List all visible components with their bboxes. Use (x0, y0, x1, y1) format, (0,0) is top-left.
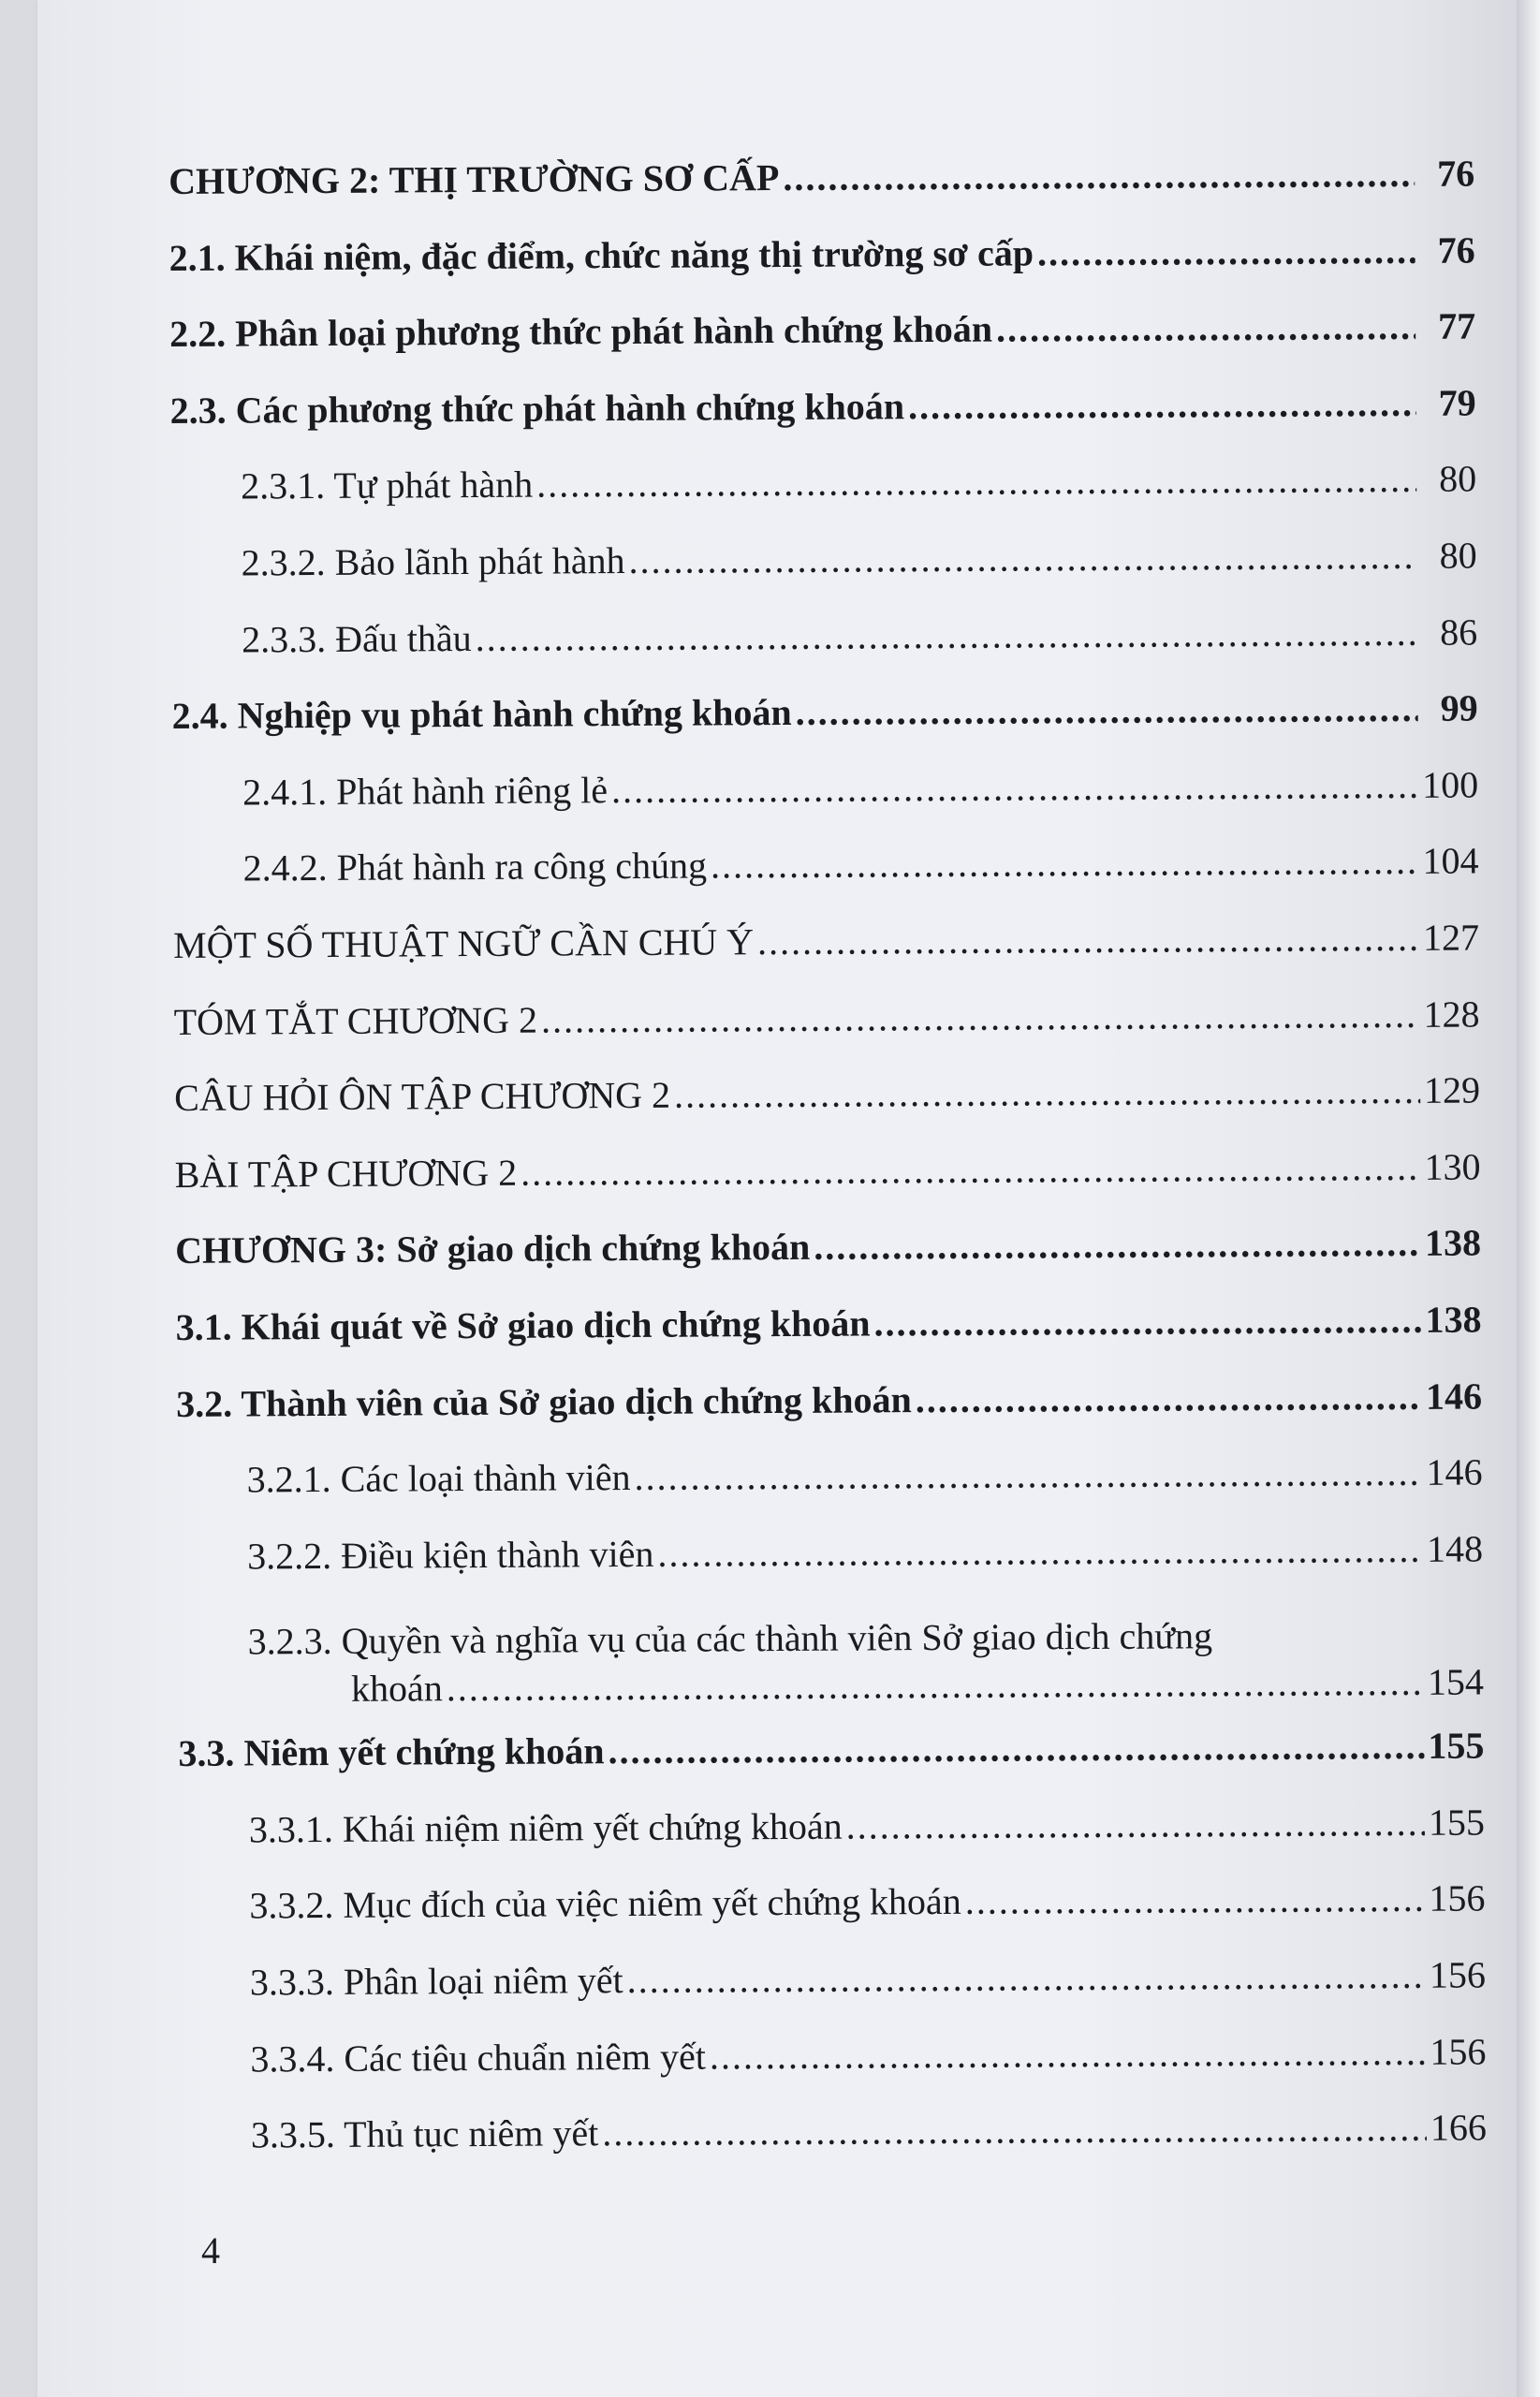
leader-dots (541, 992, 1420, 1041)
toc-entry-title: 3.3. Niêm yết chứng khoán (178, 1729, 605, 1775)
leader-dots (916, 1374, 1423, 1420)
toc-entry-title: 3.1. Khái quát về Sở giao dịch chứng khoán (175, 1301, 871, 1348)
toc-entry-title: BÀI TẬP CHƯƠNG 2 (174, 1151, 518, 1196)
toc-entry-wrapped[interactable] (177, 1603, 1484, 1732)
toc-entry[interactable] (179, 1876, 1485, 1961)
leader-dots (711, 839, 1419, 888)
leader-dots (627, 1953, 1426, 2002)
toc-entry[interactable] (175, 1297, 1481, 1381)
toc-entry-title: CHƯƠNG 2: THỊ TRƯỜNG SƠ CẤP (169, 156, 780, 202)
toc-entry-title: 2.3.3. Đấu thầu (241, 616, 472, 661)
leader-dots (602, 2106, 1427, 2154)
toc-entry-page: 100 (1421, 763, 1479, 806)
leader-dots (710, 2029, 1427, 2078)
toc-entry-page: 129 (1423, 1068, 1481, 1111)
leader-dots (674, 1068, 1420, 1117)
toc-entry-title: 3.2.1. Các loại thành viên (246, 1456, 631, 1501)
toc-entry-page: 155 (1428, 1801, 1486, 1844)
leader-dots (757, 916, 1419, 963)
toc-entry-title: 2.4.1. Phát hành riêng lẻ (242, 768, 609, 814)
toc-entry-title: 2.2. Phân loại phương thức phát hành chứng khoán (169, 307, 993, 356)
toc-entry-page: 104 (1422, 839, 1479, 883)
toc-entry[interactable] (169, 380, 1475, 464)
leader-dots (846, 1801, 1425, 1848)
toc-entry-page: 146 (1426, 1450, 1483, 1493)
toc-entry-title: TÓM TẮT CHƯƠNG 2 (173, 998, 538, 1043)
toc-entry[interactable] (180, 1953, 1486, 2037)
leader-dots (447, 1660, 1425, 1710)
toc-entry-title: MỘT SỐ THUẬT NGỮ CẦN CHÚ Ý (172, 920, 755, 966)
toc-entry-title: CÂU HỎI ÔN TẬP CHƯƠNG 2 (173, 1073, 671, 1120)
toc-entry[interactable] (169, 304, 1475, 389)
toc-entry[interactable] (174, 1144, 1480, 1228)
leader-dots (634, 1450, 1422, 1499)
toc-entry-page: 127 (1422, 916, 1480, 959)
toc-entry-page: 80 (1438, 457, 1477, 501)
toc-entry-title: 2.4. Nghiệp vụ phát hành chứng khoán (171, 691, 792, 738)
toc-entry[interactable] (175, 1221, 1481, 1305)
toc-entry-page: 156 (1429, 1876, 1486, 1920)
leader-dots (814, 1221, 1421, 1269)
leader-dots (796, 686, 1418, 734)
leader-dots (873, 1298, 1421, 1346)
toc-entry[interactable] (170, 457, 1476, 541)
toc-entry-page: 80 (1439, 534, 1477, 577)
toc-entry-title: 3.2. Thành viên của Sở giao dịch chứng khoán (175, 1377, 912, 1425)
toc-entry[interactable] (180, 2029, 1486, 2113)
toc-entry[interactable] (171, 610, 1477, 694)
toc-entry-page: 156 (1429, 1953, 1487, 1996)
leader-dots (611, 763, 1418, 812)
toc-entry[interactable] (173, 915, 1479, 999)
toc-entry-page: 79 (1438, 381, 1476, 424)
page-edge (1517, 0, 1540, 2397)
toc-entry-page: 148 (1426, 1527, 1484, 1570)
toc-entry-title: 3.2.2. Điều kiện thành viên (246, 1532, 654, 1578)
toc-entry-title: 3.3.1. Khái niệm niêm yết chứng khoán (248, 1804, 843, 1851)
toc-entry-title: 3.3.2. Mục đích của việc niêm yết chứng khoán (249, 1880, 961, 1927)
toc-entry-page: 128 (1423, 992, 1480, 1036)
toc-entry-page: 138 (1425, 1298, 1482, 1341)
leader-dots (996, 304, 1415, 351)
toc-entry-page: 155 (1428, 1724, 1485, 1768)
toc-entry-page: 156 (1430, 2030, 1487, 2073)
toc-entry[interactable] (172, 762, 1478, 846)
table-of-contents (169, 151, 1487, 2189)
leader-dots (521, 1145, 1421, 1195)
toc-entry-title: 2.3.1. Tự phát hành (240, 463, 534, 507)
toc-entry[interactable] (178, 1724, 1484, 1808)
toc-entry[interactable] (176, 1374, 1482, 1458)
toc-entry[interactable] (173, 992, 1479, 1076)
toc-entry-title-line1: 3.2.3. Quyền và nghĩa vụ của các thành viên Sở giao dịch chứng (247, 1614, 1213, 1663)
toc-entry-page: 138 (1424, 1221, 1482, 1265)
toc-entry-page: 86 (1439, 610, 1478, 654)
toc-entry-title: 2.1. Khái niệm, đặc điểm, chức năng thị trường sơ cấp (169, 230, 1034, 279)
toc-entry[interactable] (174, 1068, 1480, 1153)
toc-entry-page: 76 (1436, 152, 1475, 195)
toc-entry-page: 77 (1437, 304, 1476, 347)
toc-entry-title: 2.3.2. Bảo lãnh phát hành (241, 538, 625, 584)
toc-entry-page: 154 (1427, 1660, 1485, 1704)
toc-entry-page: 76 (1437, 228, 1475, 272)
toc-entry-page: 99 (1440, 686, 1478, 729)
toc-entry-page: 130 (1424, 1145, 1481, 1188)
toc-entry-title: CHƯƠNG 3: Sở giao dịch chứng khoán (174, 1226, 811, 1272)
toc-entry-title-line2: khoán (350, 1667, 443, 1711)
toc-entry-title: 2.3. Các phương thức phát hành chứng khoán (169, 384, 905, 432)
leader-dots (628, 534, 1416, 582)
toc-entry[interactable] (169, 151, 1474, 235)
toc-entry-title: 3.3.3. Phân loại niêm yết (249, 1959, 623, 2004)
toc-entry[interactable] (169, 228, 1474, 312)
toc-entry-page: 166 (1430, 2106, 1488, 2150)
toc-entry[interactable] (176, 1450, 1482, 1535)
toc-entry[interactable] (171, 686, 1477, 771)
leader-dots (908, 381, 1416, 428)
toc-entry-title: 3.3.4. Các tiêu chuẩn niêm yết (250, 2035, 707, 2081)
toc-entry-page: 146 (1425, 1374, 1483, 1418)
toc-entry-title: 3.3.5. Thủ tục niêm yết (250, 2111, 599, 2156)
toc-entry-title: 2.4.2. Phát hành ra công chúng (242, 844, 708, 890)
leader-dots (1037, 228, 1415, 273)
leader-dots (657, 1527, 1423, 1576)
toc-entry[interactable] (172, 839, 1478, 923)
page-number: 4 (201, 2229, 220, 2272)
leader-dots (608, 1724, 1424, 1772)
toc-entry[interactable] (179, 1800, 1485, 1884)
toc-entry[interactable] (177, 1526, 1483, 1610)
leader-dots (965, 1876, 1426, 1923)
leader-dots (536, 457, 1416, 507)
toc-entry[interactable] (170, 533, 1476, 617)
leader-dots (476, 610, 1418, 659)
leader-dots (783, 152, 1415, 199)
toc-entry[interactable] (181, 2106, 1487, 2190)
